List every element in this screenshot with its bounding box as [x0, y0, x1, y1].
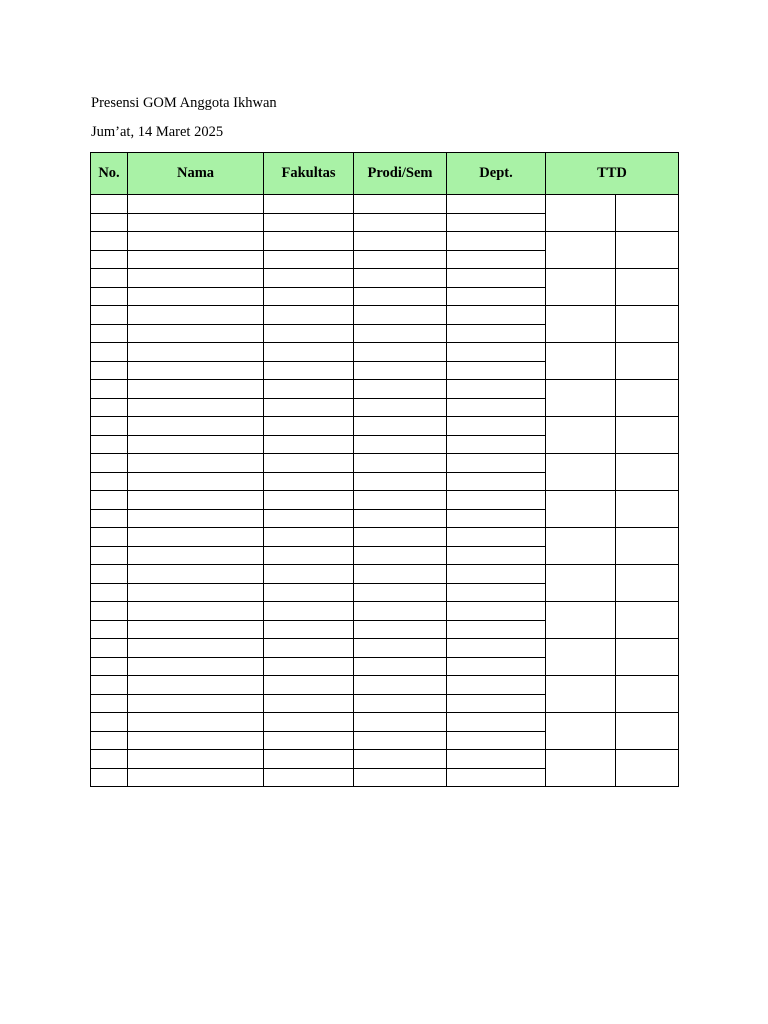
signature-cell-right[interactable] — [616, 565, 679, 602]
cell-nama[interactable] — [128, 565, 264, 584]
cell-fakultas[interactable] — [264, 565, 354, 584]
cell-no[interactable] — [91, 676, 128, 695]
table-row — [91, 195, 679, 214]
cell-dept[interactable] — [447, 213, 546, 232]
cell-nama[interactable] — [128, 713, 264, 732]
cell-prodi-sem[interactable] — [354, 306, 447, 325]
cell-fakultas[interactable] — [264, 491, 354, 510]
cell-dept[interactable] — [447, 398, 546, 417]
attendance-table — [90, 152, 679, 787]
signature-cell-left[interactable] — [546, 750, 616, 787]
table-row — [91, 269, 679, 288]
table-row — [91, 528, 679, 547]
signature-cell-left[interactable] — [546, 232, 616, 269]
cell-fakultas[interactable] — [264, 509, 354, 528]
signature-cell-right[interactable] — [616, 491, 679, 528]
cell-nama[interactable] — [128, 750, 264, 769]
cell-no[interactable] — [91, 639, 128, 658]
cell-dept[interactable] — [447, 731, 546, 750]
cell-dept[interactable] — [447, 713, 546, 732]
signature-cell-right[interactable] — [616, 417, 679, 454]
cell-no[interactable] — [91, 750, 128, 769]
cell-dept[interactable] — [447, 232, 546, 251]
cell-dept[interactable] — [447, 676, 546, 695]
cell-prodi-sem[interactable] — [354, 602, 447, 621]
cell-dept[interactable] — [447, 361, 546, 380]
signature-cell-right[interactable] — [616, 380, 679, 417]
cell-fakultas[interactable] — [264, 639, 354, 658]
cell-dept[interactable] — [447, 472, 546, 491]
signature-cell-left[interactable] — [546, 676, 616, 713]
cell-prodi-sem[interactable] — [354, 528, 447, 547]
cell-prodi-sem[interactable] — [354, 398, 447, 417]
cell-fakultas[interactable] — [264, 528, 354, 547]
cell-prodi-sem[interactable] — [354, 213, 447, 232]
cell-prodi-sem[interactable] — [354, 435, 447, 454]
cell-nama[interactable] — [128, 195, 264, 214]
cell-nama[interactable] — [128, 435, 264, 454]
cell-fakultas[interactable] — [264, 546, 354, 565]
cell-nama[interactable] — [128, 676, 264, 695]
cell-prodi-sem[interactable] — [354, 232, 447, 251]
cell-dept[interactable] — [447, 380, 546, 399]
cell-fakultas[interactable] — [264, 361, 354, 380]
cell-no[interactable] — [91, 509, 128, 528]
cell-fakultas[interactable] — [264, 380, 354, 399]
cell-prodi-sem[interactable] — [354, 491, 447, 510]
header-fakultas: Fakultas — [264, 153, 354, 195]
cell-nama[interactable] — [128, 620, 264, 639]
signature-cell-left[interactable] — [546, 602, 616, 639]
cell-prodi-sem[interactable] — [354, 269, 447, 288]
signature-cell-left[interactable] — [546, 195, 616, 232]
table-row — [91, 491, 679, 510]
cell-fakultas[interactable] — [264, 324, 354, 343]
cell-fakultas[interactable] — [264, 676, 354, 695]
cell-nama[interactable] — [128, 417, 264, 436]
cell-no[interactable] — [91, 731, 128, 750]
cell-prodi-sem[interactable] — [354, 676, 447, 695]
cell-fakultas[interactable] — [264, 454, 354, 473]
cell-nama[interactable] — [128, 213, 264, 232]
cell-no[interactable] — [91, 398, 128, 417]
cell-fakultas[interactable] — [264, 343, 354, 362]
cell-dept[interactable] — [447, 768, 546, 787]
cell-no[interactable] — [91, 694, 128, 713]
cell-fakultas[interactable] — [264, 213, 354, 232]
cell-nama[interactable] — [128, 602, 264, 621]
cell-no[interactable] — [91, 213, 128, 232]
header-dept: Dept. — [447, 153, 546, 195]
cell-dept[interactable] — [447, 528, 546, 547]
cell-nama[interactable] — [128, 287, 264, 306]
table-row — [91, 417, 679, 436]
signature-cell-right[interactable] — [616, 676, 679, 713]
attendance-table-body — [91, 195, 679, 787]
cell-nama[interactable] — [128, 731, 264, 750]
cell-fakultas[interactable] — [264, 417, 354, 436]
cell-no[interactable] — [91, 324, 128, 343]
table-header-row — [91, 153, 679, 195]
cell-no[interactable] — [91, 195, 128, 214]
table-row — [91, 306, 679, 325]
cell-nama[interactable] — [128, 472, 264, 491]
table-row — [91, 750, 679, 769]
cell-fakultas[interactable] — [264, 602, 354, 621]
signature-cell-right[interactable] — [616, 454, 679, 491]
cell-fakultas[interactable] — [264, 472, 354, 491]
cell-dept[interactable] — [447, 343, 546, 362]
cell-dept[interactable] — [447, 417, 546, 436]
cell-prodi-sem[interactable] — [354, 750, 447, 769]
cell-nama[interactable] — [128, 583, 264, 602]
cell-dept[interactable] — [447, 491, 546, 510]
cell-prodi-sem[interactable] — [354, 565, 447, 584]
signature-cell-left[interactable] — [546, 454, 616, 491]
cell-prodi-sem[interactable] — [354, 620, 447, 639]
cell-no[interactable] — [91, 287, 128, 306]
cell-fakultas[interactable] — [264, 657, 354, 676]
cell-no[interactable] — [91, 306, 128, 325]
cell-prodi-sem[interactable] — [354, 195, 447, 214]
table-row — [91, 565, 679, 584]
cell-dept[interactable] — [447, 269, 546, 288]
cell-dept[interactable] — [447, 583, 546, 602]
cell-prodi-sem[interactable] — [354, 250, 447, 269]
cell-nama[interactable] — [128, 361, 264, 380]
cell-no[interactable] — [91, 583, 128, 602]
cell-dept[interactable] — [447, 657, 546, 676]
cell-dept[interactable] — [447, 454, 546, 473]
cell-no[interactable] — [91, 250, 128, 269]
cell-prodi-sem[interactable] — [354, 713, 447, 732]
cell-nama[interactable] — [128, 454, 264, 473]
signature-cell-right[interactable] — [616, 528, 679, 565]
cell-fakultas[interactable] — [264, 731, 354, 750]
cell-fakultas[interactable] — [264, 694, 354, 713]
cell-nama[interactable] — [128, 509, 264, 528]
signature-cell-right[interactable] — [616, 713, 679, 750]
cell-fakultas[interactable] — [264, 620, 354, 639]
cell-prodi-sem[interactable] — [354, 731, 447, 750]
cell-prodi-sem[interactable] — [354, 324, 447, 343]
cell-prodi-sem[interactable] — [354, 287, 447, 306]
table-row — [91, 676, 679, 695]
cell-nama[interactable] — [128, 343, 264, 362]
cell-fakultas[interactable] — [264, 583, 354, 602]
signature-cell-right[interactable] — [616, 232, 679, 269]
cell-dept[interactable] — [447, 750, 546, 769]
cell-dept[interactable] — [447, 250, 546, 269]
signature-cell-left[interactable] — [546, 306, 616, 343]
cell-prodi-sem[interactable] — [354, 454, 447, 473]
cell-dept[interactable] — [447, 324, 546, 343]
cell-fakultas[interactable] — [264, 768, 354, 787]
cell-prodi-sem[interactable] — [354, 380, 447, 399]
signature-cell-left[interactable] — [546, 343, 616, 380]
cell-prodi-sem[interactable] — [354, 472, 447, 491]
cell-fakultas[interactable] — [264, 195, 354, 214]
cell-no[interactable] — [91, 491, 128, 510]
cell-fakultas[interactable] — [264, 287, 354, 306]
cell-no[interactable] — [91, 620, 128, 639]
cell-nama[interactable] — [128, 694, 264, 713]
table-row — [91, 380, 679, 399]
table-row — [91, 343, 679, 362]
table-row — [91, 639, 679, 658]
cell-no[interactable] — [91, 361, 128, 380]
header-prodi-sem: Prodi/Sem — [354, 153, 447, 195]
cell-no[interactable] — [91, 713, 128, 732]
signature-cell-right[interactable] — [616, 639, 679, 676]
cell-no[interactable] — [91, 528, 128, 547]
signature-cell-right[interactable] — [616, 343, 679, 380]
cell-prodi-sem[interactable] — [354, 583, 447, 602]
cell-prodi-sem[interactable] — [354, 546, 447, 565]
signature-cell-left[interactable] — [546, 639, 616, 676]
cell-dept[interactable] — [447, 435, 546, 454]
cell-dept[interactable] — [447, 565, 546, 584]
signature-cell-left[interactable] — [546, 380, 616, 417]
cell-no[interactable] — [91, 435, 128, 454]
cell-nama[interactable] — [128, 232, 264, 251]
signature-cell-left[interactable] — [546, 417, 616, 454]
cell-nama[interactable] — [128, 306, 264, 325]
cell-fakultas[interactable] — [264, 269, 354, 288]
signature-cell-left[interactable] — [546, 565, 616, 602]
cell-no[interactable] — [91, 454, 128, 473]
cell-no[interactable] — [91, 380, 128, 399]
table-row — [91, 454, 679, 473]
cell-nama[interactable] — [128, 250, 264, 269]
document-date: Jum’at, 14 Maret 2025 — [91, 124, 224, 140]
signature-cell-right[interactable] — [616, 306, 679, 343]
cell-fakultas[interactable] — [264, 232, 354, 251]
cell-prodi-sem[interactable] — [354, 657, 447, 676]
cell-no[interactable] — [91, 472, 128, 491]
cell-fakultas[interactable] — [264, 306, 354, 325]
cell-no[interactable] — [91, 602, 128, 621]
cell-no[interactable] — [91, 269, 128, 288]
signature-cell-right[interactable] — [616, 269, 679, 306]
cell-prodi-sem[interactable] — [354, 343, 447, 362]
cell-dept[interactable] — [447, 602, 546, 621]
cell-prodi-sem[interactable] — [354, 639, 447, 658]
signature-cell-right[interactable] — [616, 195, 679, 232]
header-ttd: TTD — [546, 153, 679, 195]
cell-no[interactable] — [91, 657, 128, 676]
cell-nama[interactable] — [128, 269, 264, 288]
cell-nama[interactable] — [128, 639, 264, 658]
cell-nama[interactable] — [128, 380, 264, 399]
cell-fakultas[interactable] — [264, 398, 354, 417]
cell-fakultas[interactable] — [264, 250, 354, 269]
cell-dept[interactable] — [447, 639, 546, 658]
cell-no[interactable] — [91, 565, 128, 584]
cell-prodi-sem[interactable] — [354, 417, 447, 436]
cell-nama[interactable] — [128, 491, 264, 510]
cell-dept[interactable] — [447, 306, 546, 325]
table-row — [91, 232, 679, 251]
cell-prodi-sem[interactable] — [354, 361, 447, 380]
table-row — [91, 602, 679, 621]
header-nama: Nama — [128, 153, 264, 195]
cell-prodi-sem[interactable] — [354, 509, 447, 528]
cell-dept[interactable] — [447, 195, 546, 214]
cell-nama[interactable] — [128, 546, 264, 565]
cell-fakultas[interactable] — [264, 713, 354, 732]
document-title: Presensi GOM Anggota Ikhwan — [91, 95, 277, 111]
cell-prodi-sem[interactable] — [354, 768, 447, 787]
cell-dept[interactable] — [447, 509, 546, 528]
signature-cell-left[interactable] — [546, 528, 616, 565]
signature-cell-right[interactable] — [616, 750, 679, 787]
signature-cell-left[interactable] — [546, 269, 616, 306]
cell-dept[interactable] — [447, 546, 546, 565]
cell-nama[interactable] — [128, 528, 264, 547]
cell-nama[interactable] — [128, 324, 264, 343]
cell-prodi-sem[interactable] — [354, 694, 447, 713]
cell-no[interactable] — [91, 546, 128, 565]
header-no: No. — [91, 153, 128, 195]
cell-fakultas[interactable] — [264, 435, 354, 454]
cell-no[interactable] — [91, 343, 128, 362]
signature-cell-left[interactable] — [546, 713, 616, 750]
signature-cell-right[interactable] — [616, 602, 679, 639]
cell-no[interactable] — [91, 768, 128, 787]
cell-dept[interactable] — [447, 694, 546, 713]
cell-nama[interactable] — [128, 768, 264, 787]
cell-dept[interactable] — [447, 287, 546, 306]
signature-cell-left[interactable] — [546, 491, 616, 528]
cell-no[interactable] — [91, 232, 128, 251]
table-row — [91, 713, 679, 732]
cell-nama[interactable] — [128, 398, 264, 417]
cell-dept[interactable] — [447, 620, 546, 639]
cell-no[interactable] — [91, 417, 128, 436]
cell-nama[interactable] — [128, 657, 264, 676]
cell-fakultas[interactable] — [264, 750, 354, 769]
